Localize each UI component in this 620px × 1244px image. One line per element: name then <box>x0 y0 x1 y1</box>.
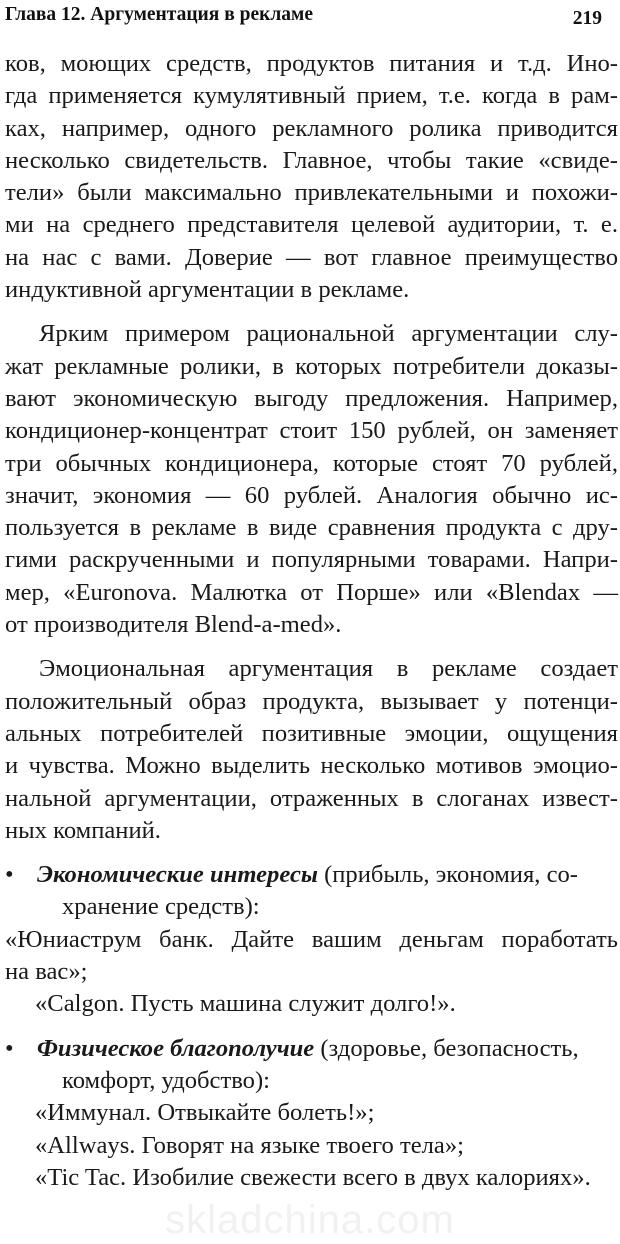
paragraph-gap <box>5 847 618 859</box>
paragraph-gap <box>5 306 618 318</box>
text-line: ных компаний. <box>5 816 161 844</box>
slogan-line: «Calgon. Пусть машина служит долго!». <box>35 990 456 1018</box>
text-line: мер, «Euronova. Малютка от Порше» или «Blendax — <box>5 578 618 606</box>
slogan-line: «Иммунал. Отвыкайте болеть!»; <box>35 1099 375 1127</box>
paragraph-gap <box>5 1021 618 1033</box>
bullet-text: (прибыль, экономия, со- <box>317 861 578 889</box>
slogan-line: «Allways. Говорят на языке твоего тела»; <box>35 1131 464 1159</box>
slogan-line: «Юниаструм банк. Дайте вашим деньгам поработать <box>5 925 618 953</box>
bullet-physical-wellbeing <box>5 1033 618 1194</box>
text-line: кондиционер-концентрат стоит 150 рублей, он заменяет <box>5 417 618 445</box>
bullet-term: Экономические интересы <box>37 861 318 889</box>
text-line: Ярким примером рациональной аргументации слу- <box>39 320 618 348</box>
text-line: и чувства. Можно выделить несколько мотивов эмоцио- <box>5 752 618 780</box>
slogan-line: на вас»; <box>5 958 88 986</box>
page-number: 219 <box>572 8 602 29</box>
text-line: несколько свидетельств. Главное, чтобы такие «свиде- <box>5 146 618 174</box>
text-line: от производителя Blend-a-med». <box>5 611 342 639</box>
text-line: положительный образ продукта, вызывает у потенци- <box>5 687 618 715</box>
text-line: ках, например, одного рекламного ролика приводится <box>5 114 618 142</box>
text-line: Эмоциональная аргументация в рекламе создает <box>39 655 618 683</box>
bullet-text: (здоровье, безопасность, <box>314 1034 579 1062</box>
bullet-marker: • <box>5 1034 14 1062</box>
text-line: гда применяется кумулятивный прием, т.е. когда в рам- <box>5 82 618 110</box>
chapter-title: Глава 12. Аргументация в рекламе <box>5 4 313 25</box>
text-line: три обычных кондиционера, которые стоят 70 рублей, <box>5 449 618 477</box>
bullet-marker: • <box>5 861 14 889</box>
bullet-continuation: хранение средств): <box>62 893 260 921</box>
bullet-line <box>5 859 618 891</box>
text-line: на нас с вами. Доверие — вот главное преимущество <box>5 243 618 271</box>
slogan-line: «Tic Tac. Изобилие свежести всего в двух калориях». <box>35 1163 591 1191</box>
text-line: вают экономическую выгоду предложения. Например, <box>5 384 618 412</box>
text-line: значит, экономия — 60 рублей. Аналогия обычно ис- <box>5 481 618 509</box>
running-head <box>5 2 602 30</box>
watermark: skladchina.com <box>165 1198 455 1242</box>
paragraph-gap <box>5 641 618 653</box>
bullet-economic-interests <box>5 859 618 1020</box>
bullet-continuation: комфорт, удобство): <box>62 1066 270 1094</box>
bullet-term: Физическое благополучие <box>37 1034 315 1062</box>
text-line: гими раскрученными и популярными товарами. Напри- <box>5 546 618 574</box>
paragraph-rational <box>5 318 618 641</box>
text-line: ков, моющих средств, продуктов питания и т.д. Ино- <box>5 50 618 77</box>
text-line: пользуется в рекламе в виде сравнения продукта с дру- <box>5 514 618 542</box>
bullet-line <box>5 1033 618 1065</box>
text-line: альных потребителей позитивные эмоции, ощущения <box>5 719 618 747</box>
text-line: ми на среднего представителя целевой аудитории, т. е. <box>5 211 618 239</box>
text-line: нальной аргументации, отраженных в слоганах извест- <box>5 784 618 812</box>
text-line: тели» были максимально привлекательными и похожи- <box>5 179 618 207</box>
text-line: жат рекламные ролики, в которых потребители доказы- <box>5 352 618 380</box>
paragraph-emotional <box>5 653 618 847</box>
body-text <box>5 48 618 1194</box>
paragraph-inductive <box>5 48 618 306</box>
text-line: индуктивной аргументации в рекламе. <box>5 276 410 304</box>
